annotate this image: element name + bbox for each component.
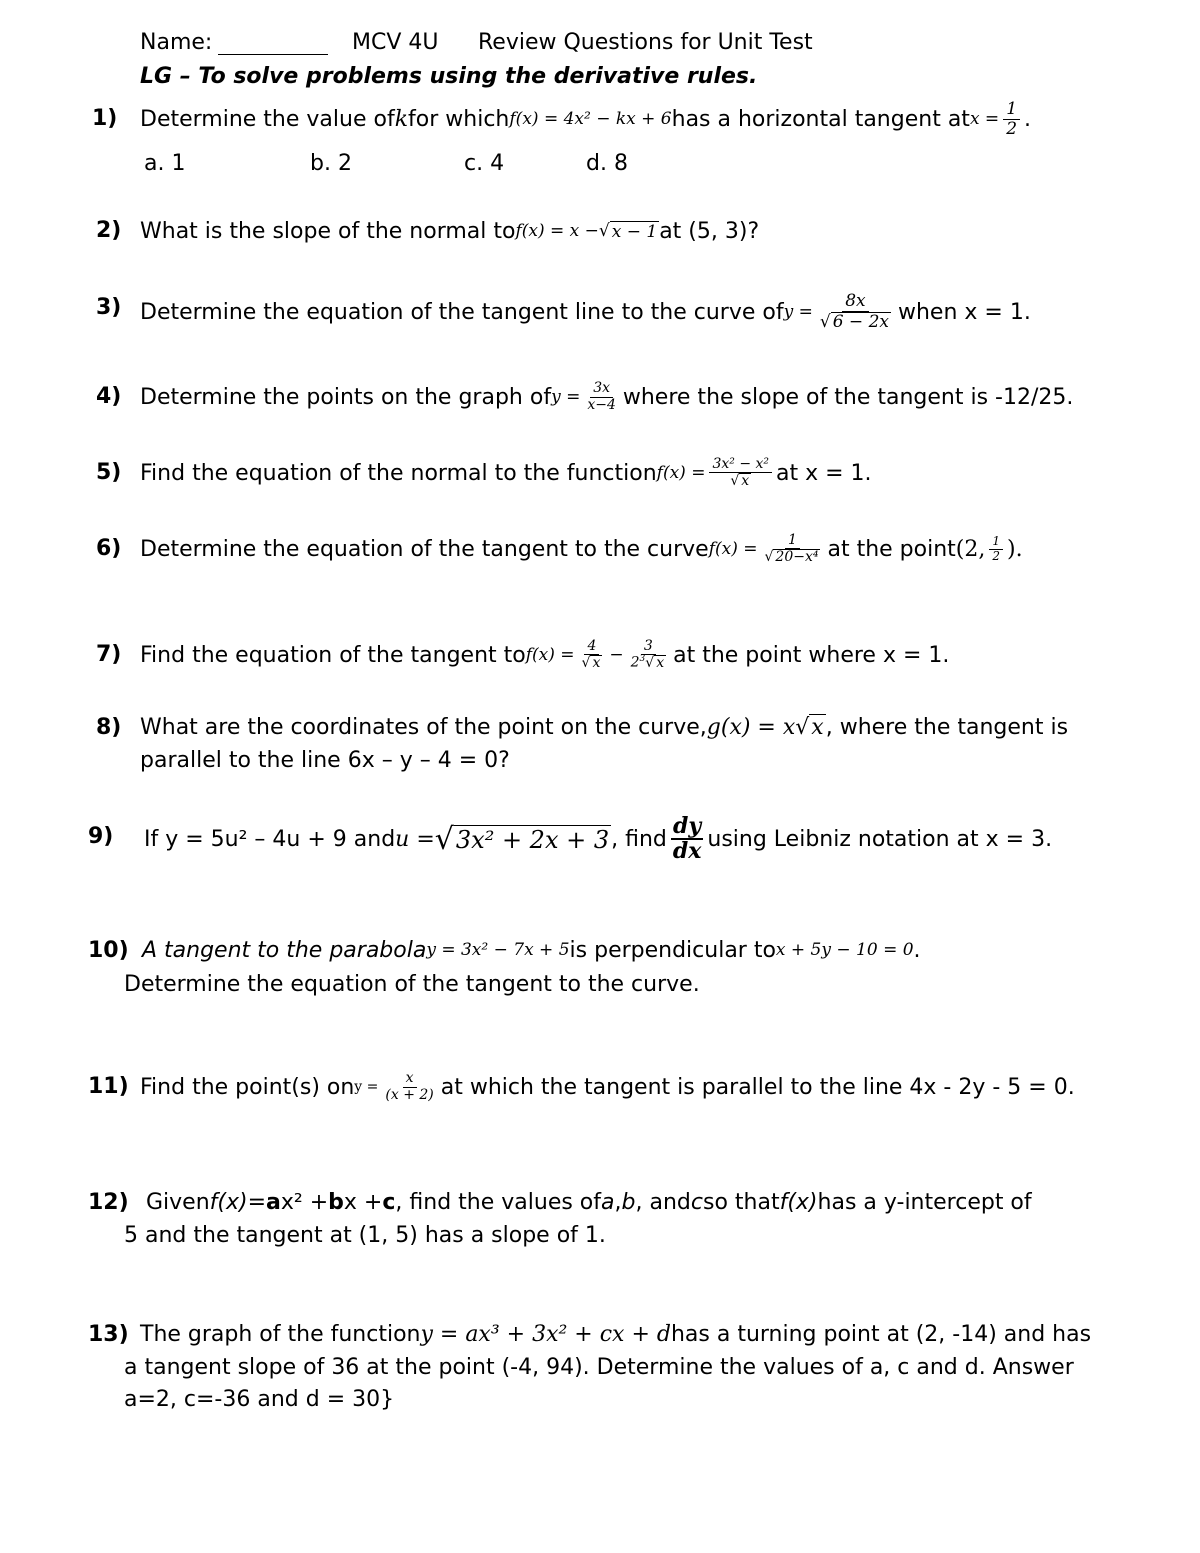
question-3: Determine the equation of the tangent line to the curve of y = 8x √ 6 − 2x when x = 1. (140, 291, 1031, 332)
question-number-5: 5) (96, 460, 122, 485)
question-12-line-1: Given f(x) = a x² + b x + c , find the values of a , b , and c so that f(x) has a y-intercept of (146, 1189, 1032, 1215)
question-5: Find the equation of the normal to the function f(x) = 3x² − x² √ x at x = 1. (140, 455, 872, 489)
question-13-line-1: The graph of the function y = ax³ + 3x² + cx + d has a turning point at (2, -14) and has (140, 1321, 1092, 1347)
question-number-3: 3) (96, 295, 122, 320)
question-number-6: 6) (96, 536, 122, 561)
fraction: 8x √ 6 − 2x (819, 291, 889, 332)
question-12-line-2: 5 and the tangent at (1, 5) has a slope of 1. (124, 1222, 606, 1248)
question-11: Find the point(s) on y = $\frac{x}{(x + 2)}$ at which the tangent is parallel to the line 4x - 2y - 5 = 0. (140, 1070, 1075, 1103)
question-1: Determine the value of k for which f(x) = 4x² − kx + 6 has a horizontal tangent at x = $\frac{1}{2}$ . (140, 98, 1032, 139)
question-10-line-2: Determine the equation of the tangent to the curve. (124, 971, 700, 997)
learning-goal: LG – To solve problems using the derivative rules. (140, 64, 758, 89)
question-9: If y = 5u² – 4u + 9 and u = √ 3x² + 2x + 3 , find dy dx using Leibniz notation at x = 3. (144, 812, 1053, 864)
question-6: Determine the equation of the tangent to the curve f(x) = 1 √ 20−x⁴ at the point (2, $\frac{1}{2}$ ). (140, 531, 1023, 565)
question-13-line-3: a=2, c=-36 and d = 30} (124, 1386, 395, 1412)
question-number-13: 13) (88, 1322, 129, 1347)
question-number-1: 1) (92, 106, 118, 131)
question-13-line-2: a tangent slope of 36 at the point (-4, 94). Determine the values of a, c and d. Answer (124, 1354, 1074, 1380)
name-label-group (140, 30, 328, 55)
question-number-9: 9) (88, 824, 114, 849)
square-root: √ x (795, 714, 824, 740)
question-7: Find the equation of the tangent to f(x) = 4 √ x − 3 $2^3$ √ x at the point where x = 1. (140, 637, 950, 672)
option-c: c. 4 (464, 150, 505, 176)
page-title: Review Questions for Unit Test (478, 30, 813, 55)
question-2: What is the slope of the normal to f(x) = x − √ x − 1 at (5, 3)? (140, 218, 760, 244)
question-number-12: 12) (88, 1190, 129, 1215)
question-number-11: 11) (88, 1074, 129, 1099)
question-number-4: 4) (96, 384, 122, 409)
course-code: MCV 4U (352, 30, 439, 55)
fraction: 3x² − x² √ x (709, 457, 772, 490)
question-number-8: 8) (96, 715, 122, 740)
fraction: 1 √ 20−x⁴ (764, 531, 819, 565)
square-root: √ 3x² + 2x + 3 (434, 821, 610, 857)
fraction: $\frac{3x}{x-4}$ (587, 380, 616, 413)
name-blank (218, 34, 328, 55)
option-b: b. 2 (310, 150, 352, 176)
question-4: Determine the points on the graph of y = $\frac{3x}{x-4}$ where the slope of the tangent is -12/25. (140, 380, 1074, 413)
square-root: √ x − 1 (598, 221, 658, 242)
question-number-2: 2) (96, 218, 122, 243)
option-d: d. 8 (586, 150, 628, 176)
question-number-7: 7) (96, 642, 122, 667)
question-10-line-1: A tangent to the parabola y = 3x² − 7x + 5 is perpendicular to x + 5y − 10 = 0 . (142, 937, 921, 963)
question-number-10: 10) (88, 938, 129, 963)
question-8-line-1: What are the coordinates of the point on the curve, g(x) = x √ x , where the tangent is (140, 714, 1069, 740)
name-label: Name: (140, 30, 213, 55)
fraction: 4 √ x (581, 637, 601, 671)
leibniz-dy-dx: dy dx (672, 812, 702, 864)
fraction: $\frac{1}{2}$ (1003, 100, 1020, 138)
option-a: a. 1 (144, 150, 186, 176)
fraction: $\frac{1}{2}$ (989, 535, 1003, 562)
fraction: 3 $2^3$ √ x (630, 637, 665, 672)
fraction: $\frac{x}{(x + 2)}$ (385, 1070, 434, 1103)
question-8-line-2: parallel to the line 6x – y – 4 = 0? (140, 747, 510, 773)
